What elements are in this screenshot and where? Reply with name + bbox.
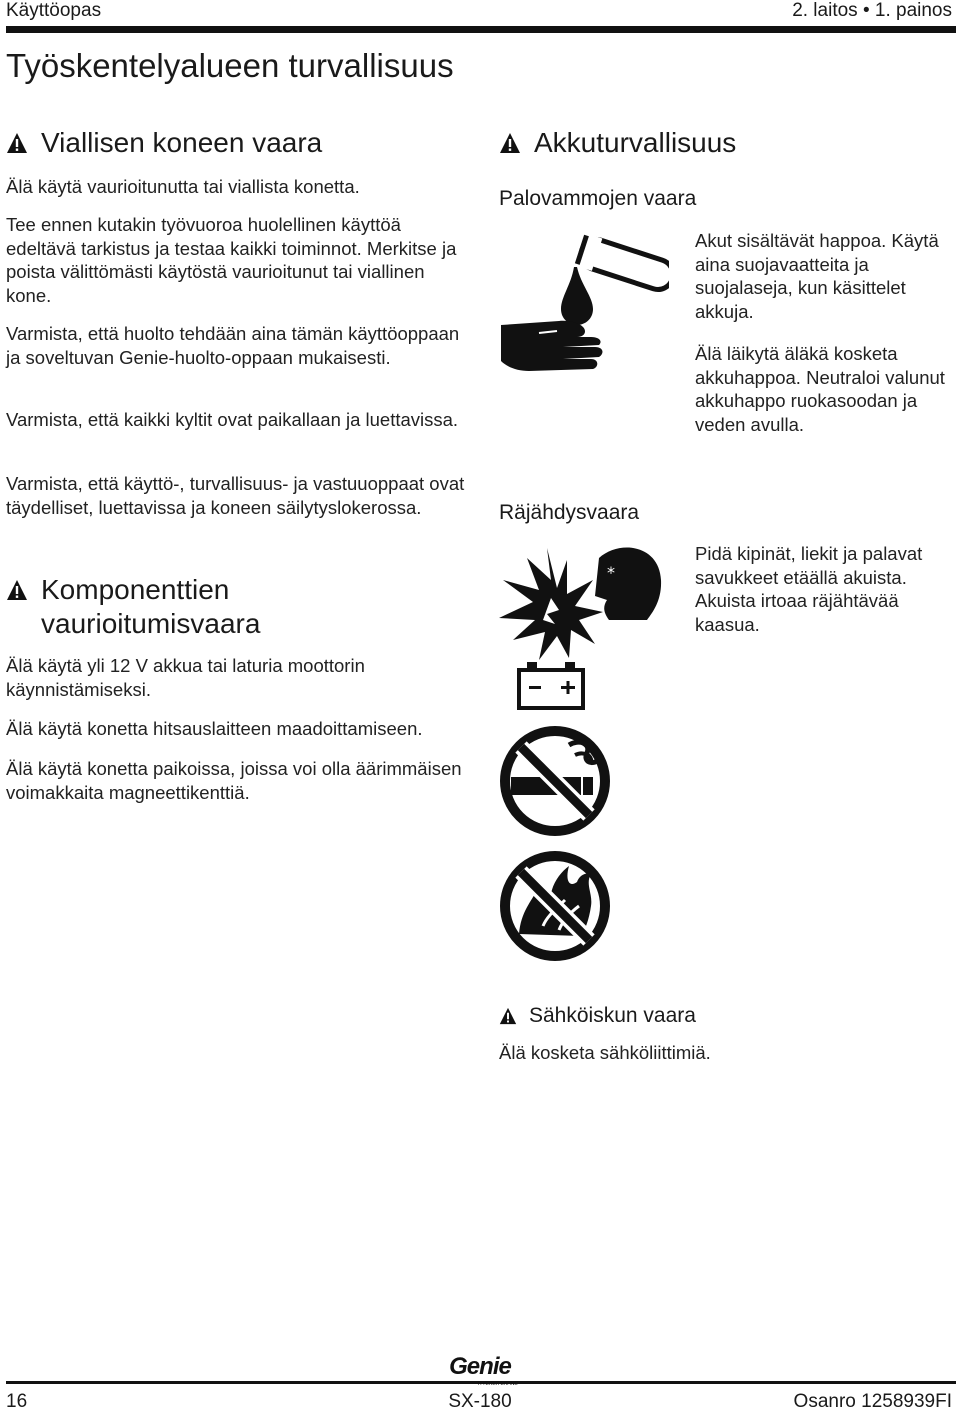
paragraph: Älä läikytä äläkä kosketa akkuhappoa. Neutraloi valunut akkuhappo ruokasoodan ja veden avulla. [695, 343, 945, 435]
logo-wordmark: Genie [449, 1353, 511, 1380]
paragraph: Älä käytä vaurioitunutta tai viallista konetta. [6, 176, 360, 197]
paragraph: Pidä kipinät, liekit ja palavat savukkeet etäällä akuista. Akuista irtoaa räjähtävää kaasua. [695, 543, 923, 635]
paragraph: Älä käytä yli 12 V akkua tai laturia moottorin käynnistämiseksi. [6, 655, 365, 700]
paragraph: Älä kosketa sähköliittimiä. [499, 1042, 711, 1063]
subsection-title-burn: Palovammojen vaara [499, 187, 697, 210]
section-title-text: Akkuturvallisuus [534, 127, 737, 158]
shock-title-text: Sähköiskun vaara [529, 1004, 696, 1027]
section-component-damage [6, 573, 466, 641]
paragraph: Varmista, että käyttö-, turvallisuus- ja vastuuoppaat ovat täydelliset, luettavissa ja koneen säilytyslokerossa. [6, 473, 465, 518]
model-name: SX-180 [448, 1391, 512, 1412]
logo-subtext: A TEREX BRAND [478, 1381, 518, 1387]
section-title-text: Komponenttien vaurioitumisvaara [41, 574, 261, 639]
shock-hazard-title [499, 1003, 696, 1029]
warning-triangle-icon [6, 132, 28, 154]
section-title [6, 126, 466, 160]
warning-triangle-icon [499, 132, 521, 154]
no-open-flame-icon [499, 850, 611, 962]
paragraph: Älä käytä konetta hitsauslaitteen maadoittamiseen. [6, 718, 423, 739]
section-title [6, 573, 466, 641]
header-edition: 2. laitos • 1. painos [792, 0, 952, 21]
no-smoking-icon [499, 725, 611, 837]
acid-burn-hand-icon [499, 225, 669, 375]
header-manual-title: Käyttöopas [6, 0, 102, 21]
paragraph: Tee ennen kutakin työvuoroa huolellinen käyttöä edeltävä tarkistus ja testaa kaikki toiminnot. Merkitse ja poista välittömästi käytöstä vaurioitunut tai viallinen kone. [6, 214, 457, 306]
genie-logo [0, 1353, 960, 1387]
paragraph: Akut sisältävät happoa. Käytä aina suojavaatteita ja suojalaseja, kun käsittelet akkuja. [695, 230, 939, 322]
battery-explosion-icon [499, 540, 669, 715]
svg-text:*: * [607, 563, 615, 582]
paragraph: Varmista, että huolto tehdään aina tämän käyttöoppaan ja soveltuvan Genie-huolto-oppaan mukaisesti. [6, 323, 460, 368]
section-battery-safety-title [499, 126, 736, 160]
section-title-text: Viallisen koneen vaara [41, 127, 323, 158]
warning-triangle-icon [499, 1007, 517, 1025]
page-title: Työskentelyalueen turvallisuus [6, 47, 454, 84]
subsection-title-explosion: Räjähdysvaara [499, 501, 640, 524]
paragraph: Varmista, että kaikki kyltit ovat paikallaan ja luettavissa. [6, 409, 459, 430]
warning-triangle-icon [6, 579, 28, 601]
part-number: Osanro 1258939FI [793, 1391, 952, 1412]
paragraph: Älä käytä konetta paikoissa, joissa voi olla äärimmäisen voimakkaita magneettikenttiä. [6, 758, 462, 803]
page-number: 16 [6, 1391, 28, 1412]
section-defective-machine [6, 126, 466, 160]
header-rule [6, 26, 956, 33]
